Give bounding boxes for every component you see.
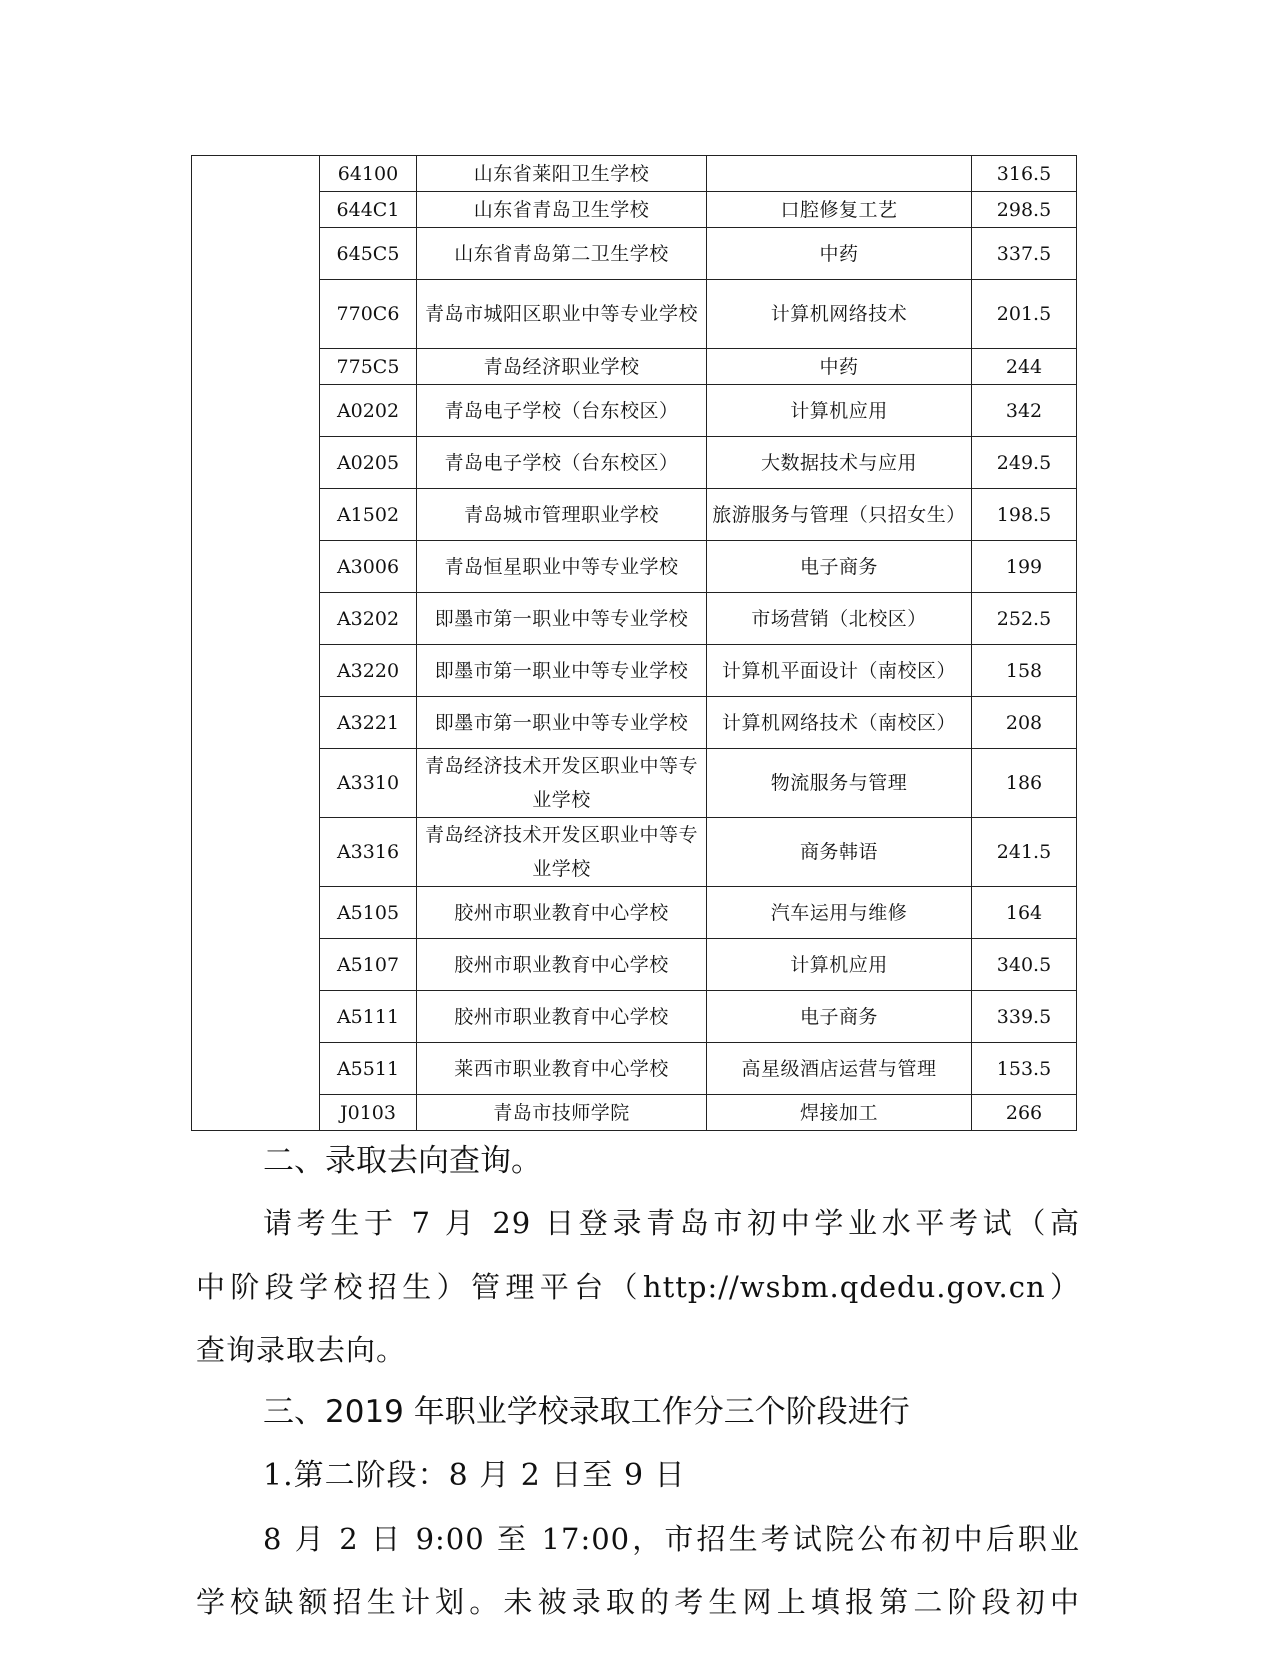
section-3-heading: 三、2019 年职业学校录取工作分三个阶段进行	[263, 1394, 910, 1430]
major-cell: 焊接加工	[707, 1095, 972, 1131]
table-row	[192, 645, 1077, 697]
major-cell: 电子商务	[707, 541, 972, 593]
school-cell: 胶州市职业教育中心学校	[417, 887, 707, 939]
table-row	[192, 192, 1077, 228]
school-cell: 山东省青岛第二卫生学校	[417, 228, 707, 280]
section-2-line-3: 查询录取去向。	[196, 1333, 407, 1367]
major-cell: 中药	[707, 349, 972, 385]
score-cell: 198.5	[972, 489, 1077, 541]
code-cell: J0103	[320, 1095, 417, 1131]
school-cell: 即墨市第一职业中等专业学校	[417, 697, 707, 749]
table-row	[192, 887, 1077, 939]
table-row	[192, 939, 1077, 991]
code-cell: A5111	[320, 991, 417, 1043]
school-cell: 莱西市职业教育中心学校	[417, 1043, 707, 1095]
score-cell: 153.5	[972, 1043, 1077, 1095]
school-cell: 青岛电子学校（台东校区）	[417, 385, 707, 437]
school-cell: 即墨市第一职业中等专业学校	[417, 593, 707, 645]
major-cell: 计算机应用	[707, 385, 972, 437]
code-cell: 644C1	[320, 192, 417, 228]
code-cell: A3006	[320, 541, 417, 593]
table-row	[192, 1043, 1077, 1095]
score-cell: 201.5	[972, 280, 1077, 349]
code-cell: A5107	[320, 939, 417, 991]
school-cell: 山东省青岛卫生学校	[417, 192, 707, 228]
school-cell: 青岛电子学校（台东校区）	[417, 437, 707, 489]
table-row	[192, 991, 1077, 1043]
major-cell: 中药	[707, 228, 972, 280]
score-cell: 252.5	[972, 593, 1077, 645]
school-cell: 胶州市职业教育中心学校	[417, 991, 707, 1043]
score-cell: 337.5	[972, 228, 1077, 280]
score-cell: 199	[972, 541, 1077, 593]
code-cell: 770C6	[320, 280, 417, 349]
code-cell: 64100	[320, 156, 417, 192]
score-cell: 298.5	[972, 192, 1077, 228]
major-cell: 计算机网络技术	[707, 280, 972, 349]
major-cell: 大数据技术与应用	[707, 437, 972, 489]
school-cell: 即墨市第一职业中等专业学校	[417, 645, 707, 697]
section-3-line-2: 学校缺额招生计划。未被录取的考生网上填报第二阶段初中	[196, 1585, 1080, 1619]
school-cell: 青岛恒星职业中等专业学校	[417, 541, 707, 593]
table-row	[192, 593, 1077, 645]
school-cell: 青岛市技师学院	[417, 1095, 707, 1131]
school-cell: 青岛城市管理职业学校	[417, 489, 707, 541]
table-row	[192, 541, 1077, 593]
score-cell: 316.5	[972, 156, 1077, 192]
major-cell: 计算机应用	[707, 939, 972, 991]
table-row	[192, 818, 1077, 887]
code-cell: 645C5	[320, 228, 417, 280]
major-cell: 旅游服务与管理（只招女生）	[707, 489, 972, 541]
section-2-line-2: 中阶段学校招生）管理平台（http://wsbm.qdedu.gov.cn）	[196, 1270, 1080, 1304]
major-cell: 电子商务	[707, 991, 972, 1043]
score-cell: 244	[972, 349, 1077, 385]
school-cell: 山东省莱阳卫生学校	[417, 156, 707, 192]
score-cell: 241.5	[972, 818, 1077, 887]
table-row	[192, 156, 1077, 192]
table-row	[192, 1095, 1077, 1131]
code-cell: A5105	[320, 887, 417, 939]
major-cell: 计算机网络技术（南校区）	[707, 697, 972, 749]
table-row	[192, 697, 1077, 749]
major-cell	[707, 156, 972, 192]
table-row	[192, 385, 1077, 437]
major-cell: 商务韩语	[707, 818, 972, 887]
major-cell: 市场营销（北校区）	[707, 593, 972, 645]
code-cell: A3221	[320, 697, 417, 749]
code-cell: A1502	[320, 489, 417, 541]
score-cell: 340.5	[972, 939, 1077, 991]
code-cell: 775C5	[320, 349, 417, 385]
school-cell: 青岛经济职业学校	[417, 349, 707, 385]
score-cell: 158	[972, 645, 1077, 697]
major-cell: 口腔修复工艺	[707, 192, 972, 228]
school-cell: 青岛市城阳区职业中等专业学校	[417, 280, 707, 349]
code-cell: A3202	[320, 593, 417, 645]
score-cell: 164	[972, 887, 1077, 939]
code-cell: A3316	[320, 818, 417, 887]
major-cell: 高星级酒店运营与管理	[707, 1043, 972, 1095]
code-cell: A0205	[320, 437, 417, 489]
score-cell: 186	[972, 749, 1077, 818]
table-row	[192, 489, 1077, 541]
section-3-line-1: 8 月 2 日 9:00 至 17:00，市招生考试院公布初中后职业	[263, 1522, 1080, 1556]
score-cell: 249.5	[972, 437, 1077, 489]
code-cell: A3220	[320, 645, 417, 697]
table-row	[192, 437, 1077, 489]
score-cell: 208	[972, 697, 1077, 749]
code-cell: A5511	[320, 1043, 417, 1095]
table-row	[192, 749, 1077, 818]
school-cell: 青岛经济技术开发区职业中等专业学校	[417, 818, 707, 887]
school-cell: 青岛经济技术开发区职业中等专业学校	[417, 749, 707, 818]
category-cell	[192, 156, 320, 1131]
score-cell: 342	[972, 385, 1077, 437]
table-row	[192, 280, 1077, 349]
admission-score-table	[191, 155, 1077, 1131]
major-cell: 汽车运用与维修	[707, 887, 972, 939]
major-cell: 计算机平面设计（南校区）	[707, 645, 972, 697]
table-row	[192, 349, 1077, 385]
stage-2-heading: 1.第二阶段：8 月 2 日至 9 日	[263, 1458, 686, 1493]
section-2-line-1: 请考生于 7 月 29 日登录青岛市初中学业水平考试（高	[263, 1206, 1080, 1240]
score-cell: 339.5	[972, 991, 1077, 1043]
table-row	[192, 228, 1077, 280]
major-cell: 物流服务与管理	[707, 749, 972, 818]
score-cell: 266	[972, 1095, 1077, 1131]
code-cell: A0202	[320, 385, 417, 437]
code-cell: A3310	[320, 749, 417, 818]
school-cell: 胶州市职业教育中心学校	[417, 939, 707, 991]
section-2-heading: 二、录取去向查询。	[263, 1143, 542, 1179]
